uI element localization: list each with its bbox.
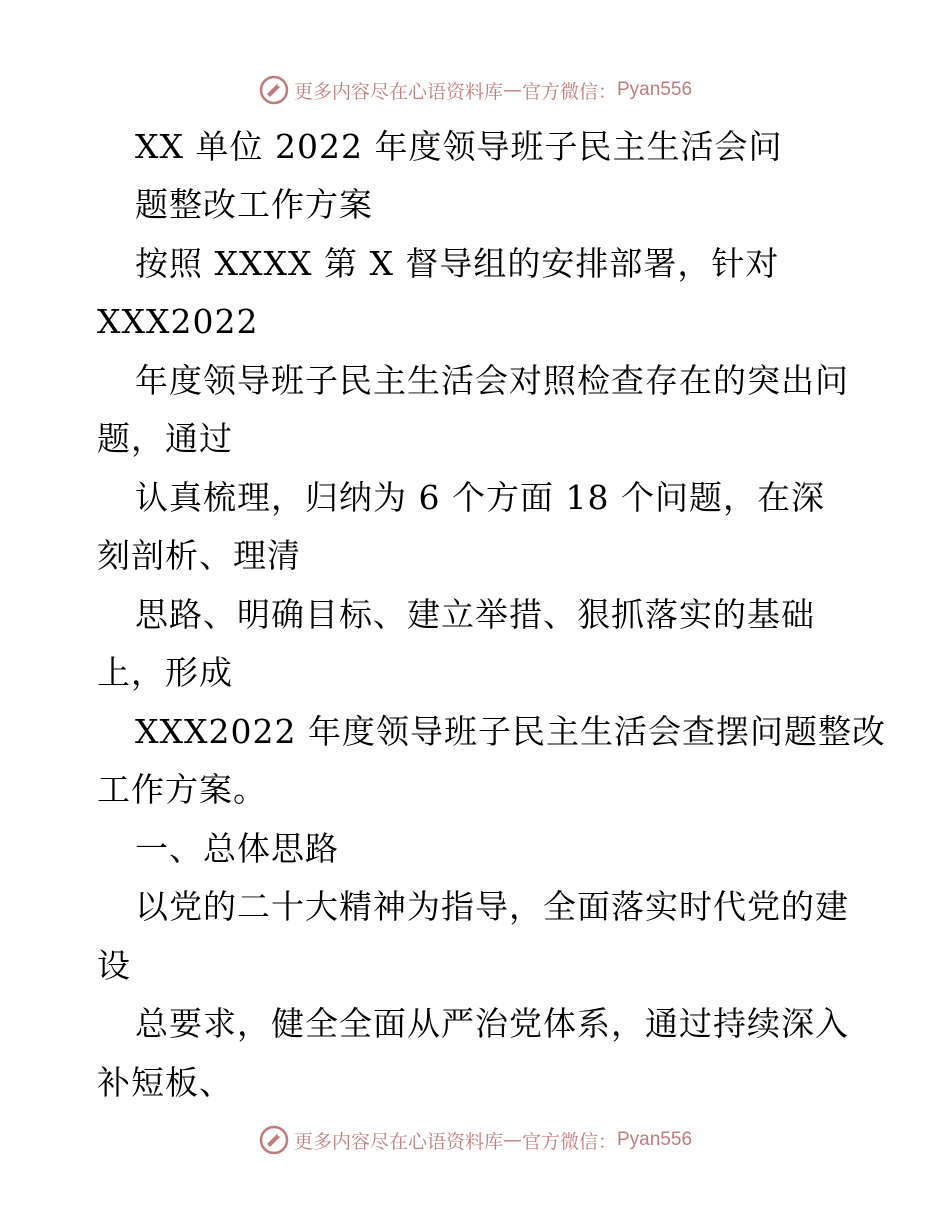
paragraph-line: 设 [97, 946, 131, 985]
paragraph-line: XXX2022 年度领导班子民主生活会查摆问题整改 [135, 712, 886, 751]
paragraph-line: 思路、明确目标、建立举措、狠抓落实的基础 [135, 595, 815, 634]
paragraph-line: 题，通过 [97, 419, 233, 458]
logo-icon [258, 74, 290, 106]
paragraph-line: 补短板、 [97, 1063, 233, 1102]
watermark-separator: — [502, 79, 522, 101]
watermark-wechat-label: 官方微信： [521, 1130, 617, 1153]
paragraph-line: 以党的二十大精神为指导，全面落实时代党的建 [135, 887, 849, 926]
paragraph-line: 按照 XXXX 第 X 督导组的安排部署，针对 [135, 244, 780, 283]
watermark-bottom [0, 1122, 950, 1158]
logo-icon [258, 1124, 290, 1156]
paragraph-line: 刻剖析、理清 [97, 536, 301, 575]
paragraph-line: 年度领导班子民主生活会对照检查存在的突出问 [135, 361, 849, 400]
watermark-text: 更多内容尽在心语资料库 [293, 1130, 503, 1153]
watermark-text: 更多内容尽在心语资料库 [293, 80, 503, 103]
paragraph-line: 认真梳理，归纳为 6 个方面 18 个问题，在深 [135, 478, 825, 517]
paragraph-line: XXX2022 [97, 302, 259, 341]
paragraph-line: 工作方案。 [97, 770, 267, 809]
watermark-separator: — [502, 1129, 522, 1151]
document-title-line-2: 题整改工作方案 [135, 185, 373, 224]
watermark-top [0, 72, 950, 108]
watermark-wechat-id: Pyan556 [617, 79, 693, 100]
document-title-line-1: XX 单位 2022 年度领导班子民主生活会问 [135, 127, 783, 166]
paragraph-line: 总要求，健全全面从严治党体系，通过持续深入 [135, 1004, 849, 1043]
watermark-wechat-id: Pyan556 [617, 1129, 693, 1150]
section-heading: 一、总体思路 [135, 829, 339, 868]
watermark-wechat-label: 官方微信： [521, 80, 617, 103]
paragraph-line: 上，形成 [97, 653, 233, 692]
